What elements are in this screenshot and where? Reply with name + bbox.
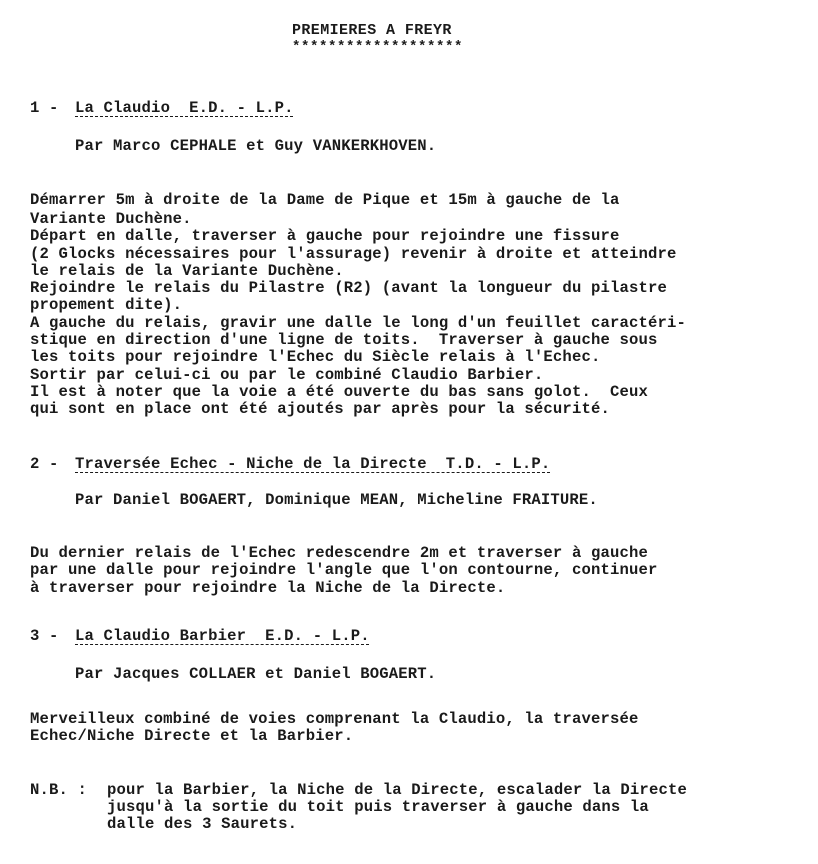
description-line: Démarrer 5m à droite de la Dame de Pique et 15m à gauche de la xyxy=(30,191,620,209)
route-name: La Claudio E.D. - L.P. xyxy=(75,99,294,117)
description-line: à traverser pour rejoindre la Niche de la Directe. xyxy=(30,579,506,597)
page-title: PREMIERES A FREYR xyxy=(292,22,452,39)
description-line: Du dernier relais de l'Echec redescendre 2m et traverser à gauche xyxy=(30,544,649,562)
description-line: (2 Glocks nécessaires pour l'assurage) revenir à droite et atteindre xyxy=(30,245,677,263)
description-line: A gauche du relais, gravir une dalle le long d'un feuillet caractéri- xyxy=(30,314,687,332)
route-authors: Par Jacques COLLAER et Daniel BOGAERT. xyxy=(75,665,437,683)
note-line: dalle des 3 Saurets. xyxy=(107,815,298,833)
description-line: Départ en dalle, traverser à gauche pour rejoindre une fissure xyxy=(30,227,620,245)
description-line: Il est à noter que la voie a été ouverte du bas sans golot. Ceux xyxy=(30,383,649,401)
description-line: stique en direction d'une ligne de toits. Traverser à gauche sous xyxy=(30,331,658,349)
description-line: par une dalle pour rejoindre l'angle que l'on contourne, continuer xyxy=(30,561,658,579)
description-line: Echec/Niche Directe et la Barbier. xyxy=(30,727,354,745)
description-line: Variante Duchène. xyxy=(30,210,192,228)
route-number: 1 - xyxy=(30,99,59,117)
description-line: le relais de la Variante Duchène. xyxy=(30,262,344,280)
note-line: jusqu'à la sortie du toit puis traverser à gauche dans la xyxy=(107,798,649,816)
note-line: pour la Barbier, la Niche de la Directe, escalader la Directe xyxy=(107,781,687,799)
route-number: 3 - xyxy=(30,627,59,645)
route-number: 2 - xyxy=(30,455,59,473)
route-name: Traversée Echec - Niche de la Directe T.D. - L.P. xyxy=(75,455,551,473)
note-label: N.B. : xyxy=(30,781,88,799)
title-stars: ******************* xyxy=(292,39,464,55)
route-authors: Par Marco CEPHALE et Guy VANKERKHOVEN. xyxy=(75,137,437,155)
description-line: qui sont en place ont été ajoutés par après pour la sécurité. xyxy=(30,400,610,418)
description-line: Rejoindre le relais du Pilastre (R2) (avant la longueur du pilastre xyxy=(30,279,668,297)
description-line: propement dite). xyxy=(30,296,183,314)
route-name: La Claudio Barbier E.D. - L.P. xyxy=(75,627,370,645)
route-authors: Par Daniel BOGAERT, Dominique MEAN, Micheline FRAITURE. xyxy=(75,491,598,509)
description-line: Sortir par celui-ci ou par le combiné Claudio Barbier. xyxy=(30,366,544,384)
description-line: Merveilleux combiné de voies comprenant la Claudio, la traversée xyxy=(30,710,639,728)
description-line: les toits pour rejoindre l'Echec du Siècle relais à l'Echec. xyxy=(30,348,601,366)
